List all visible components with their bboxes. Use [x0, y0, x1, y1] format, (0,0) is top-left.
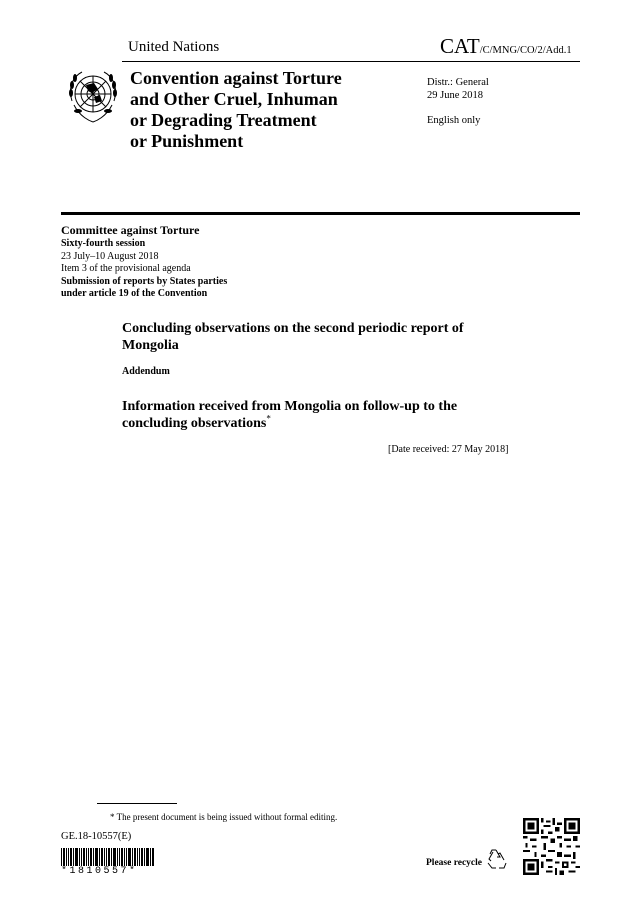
document-number: GE.18-10557(E)	[61, 831, 132, 842]
heading-line: Mongolia	[122, 338, 179, 353]
convention-title	[130, 68, 390, 152]
agenda-subject-line: under article 19 of the Convention	[61, 288, 208, 299]
footnote-text: * The present document is being issued without formal editing.	[110, 812, 338, 822]
distribution-language: English only	[427, 115, 481, 126]
title-line: Convention against Torture	[130, 68, 342, 88]
subheading-line: Information received from Mongolia on follow-up to the	[122, 399, 458, 414]
recycle-text: Please recycle	[426, 858, 482, 868]
title-line: and Other Cruel, Inhuman	[130, 89, 338, 109]
footnote-marker[interactable]: *	[266, 413, 271, 424]
header-rule	[122, 61, 580, 62]
distribution-block	[427, 76, 489, 102]
session-name: Sixty-fourth session	[61, 238, 146, 249]
barcode-number: *1810557*	[61, 866, 138, 877]
title-line: or Punishment	[130, 131, 244, 151]
date-received: [Date received: 27 May 2018]	[388, 444, 509, 455]
document-symbol	[440, 34, 572, 59]
footnote-rule	[97, 803, 177, 804]
session-block	[61, 238, 227, 301]
distribution-date: 29 June 2018	[427, 90, 483, 101]
agenda-subject-line: Submission of reports by States parties	[61, 275, 228, 287]
document-heading	[122, 320, 542, 354]
organization-name: United Nations	[128, 39, 220, 55]
un-emblem-icon	[64, 67, 122, 125]
heading-line: Concluding observations on the second periodic report of	[122, 321, 464, 336]
qr-code-icon	[523, 818, 580, 875]
session-dates: 23 July–10 August 2018	[61, 250, 159, 262]
symbol-main: CAT	[440, 34, 480, 58]
addendum-label: Addendum	[122, 366, 170, 377]
recycle-icon	[485, 848, 507, 870]
subheading	[122, 398, 522, 432]
subheading-line: concluding observations	[122, 416, 267, 431]
title-line: or Degrading Treatment	[130, 110, 317, 130]
committee-name: Committee against Torture	[61, 223, 200, 237]
distribution-status: Distr.: General	[427, 77, 489, 88]
symbol-sub: /C/MNG/CO/2/Add.1	[479, 45, 572, 56]
barcode-icon	[61, 848, 154, 866]
agenda-item: Item 3 of the provisional agenda	[61, 263, 191, 274]
section-rule	[61, 212, 580, 215]
